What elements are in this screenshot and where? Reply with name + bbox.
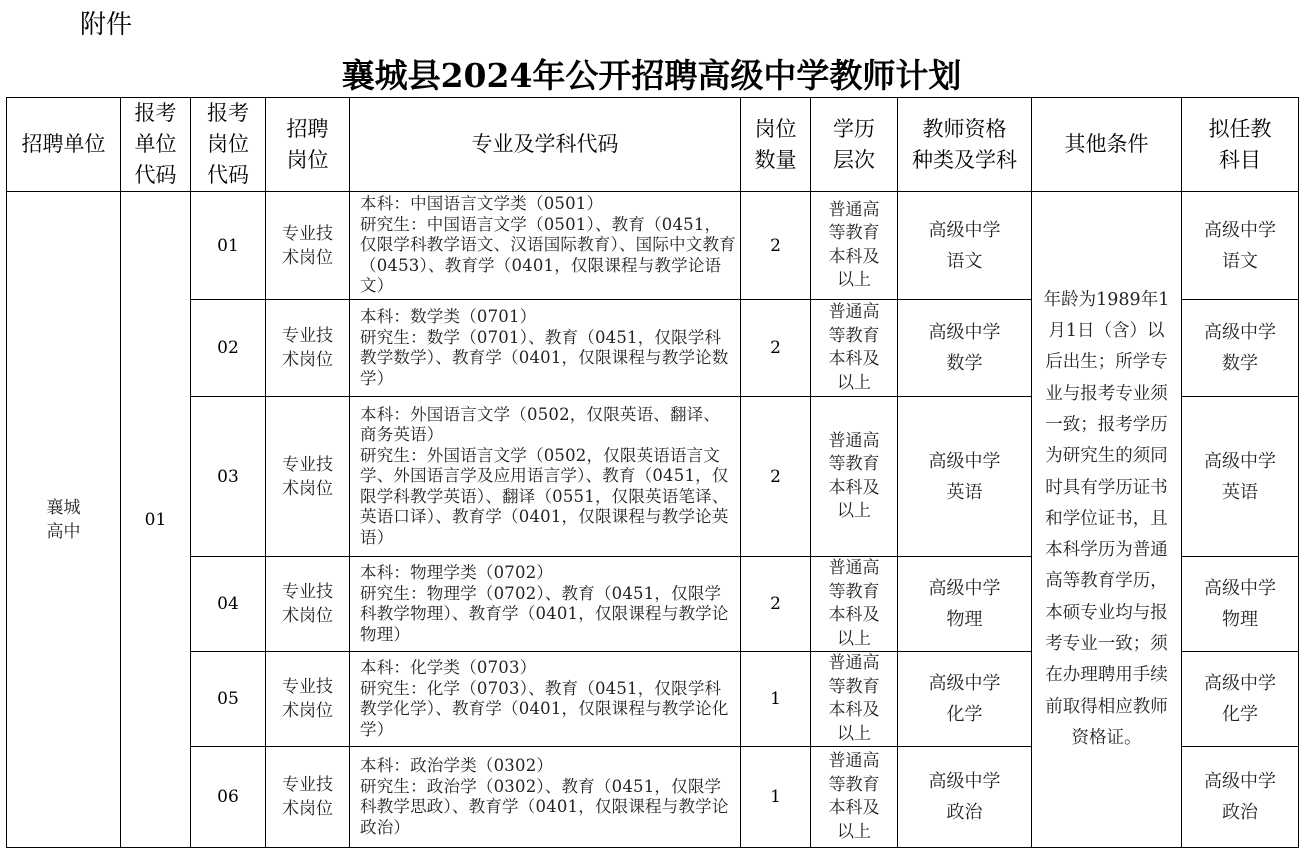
header-major: 专业及学科代码	[350, 98, 741, 192]
major-cell: 本科：外国语言文学（0502，仅限英语、翻译、商务英语） 研究生：外国语言文学（0502，仅限英语语言文学、外国语言学及应用语言学）、教育（0451，仅限学科教学英语）、翻译（0551，仅限英语笔译、英语口译）、教育学（0401，仅限课程与教学论英语）	[350, 397, 741, 557]
post-code-cell: 05	[191, 652, 266, 747]
post-code-cell: 02	[191, 300, 266, 397]
recruitment-plan-table	[6, 97, 1299, 848]
document-title: 襄城县2024年公开招聘高级中学教师计划	[341, 56, 962, 95]
header-unit-code: 报考 单位 代码	[121, 98, 191, 192]
table-row	[7, 192, 1299, 300]
education-cell: 普通高 等教育 本科及 以上	[811, 747, 898, 848]
count-cell: 2	[741, 300, 811, 397]
post-code-cell: 01	[191, 192, 266, 300]
education-cell: 普通高 等教育 本科及 以上	[811, 192, 898, 300]
header-qualification: 教师资格 种类及学科	[898, 98, 1032, 192]
post-code-cell: 06	[191, 747, 266, 848]
count-cell: 1	[741, 652, 811, 747]
subject-cell: 高级中学 语文	[1182, 192, 1299, 300]
subject-cell: 高级中学 物理	[1182, 557, 1299, 652]
post-cell: 专业技 术岗位	[266, 747, 350, 848]
count-cell: 1	[741, 747, 811, 848]
header-row	[7, 98, 1299, 192]
qualification-cell: 高级中学 英语	[898, 397, 1032, 557]
qualification-cell: 高级中学 政治	[898, 747, 1032, 848]
qualification-cell: 高级中学 化学	[898, 652, 1032, 747]
post-cell: 专业技 术岗位	[266, 557, 350, 652]
post-code-cell: 04	[191, 557, 266, 652]
major-cell: 本科：中国语言文学类（0501） 研究生：中国语言文学（0501）、教育（0451，仅限学科教学语文、汉语国际教育）、国际中文教育（0453）、教育学（0401，仅限课程与教学论语文）	[350, 192, 741, 300]
unit-cell: 襄城 高中	[7, 192, 121, 848]
education-cell: 普通高 等教育 本科及 以上	[811, 557, 898, 652]
post-cell: 专业技 术岗位	[266, 652, 350, 747]
subject-cell: 高级中学 英语	[1182, 397, 1299, 557]
header-education: 学历 层次	[811, 98, 898, 192]
post-cell: 专业技 术岗位	[266, 192, 350, 300]
header-count: 岗位 数量	[741, 98, 811, 192]
header-post-code: 报考 岗位 代码	[191, 98, 266, 192]
attachment-label: 附件	[80, 10, 133, 40]
education-cell: 普通高 等教育 本科及 以上	[811, 652, 898, 747]
major-cell: 本科：数学类（0701） 研究生：数学（0701）、教育（0451，仅限学科教学数学）、教育学（0401，仅限课程与教学论数学）	[350, 300, 741, 397]
header-post: 招聘 岗位	[266, 98, 350, 192]
header-unit: 招聘单位	[7, 98, 121, 192]
unit-code-cell: 01	[121, 192, 191, 848]
major-cell: 本科：政治学类（0302） 研究生：政治学（0302）、教育（0451，仅限学科教学思政）、教育学（0401，仅限课程与教学论政治）	[350, 747, 741, 848]
other-conditions-cell: 年龄为1989年1月1日（含）以后出生；所学专业与报考专业须一致；报考学历为研究生的须同时具有学历证书和学位证书，且本科学历为普通高等教育学历，本硕专业均与报考专业一致；须在办理聘用手续前取得相应教师资格证。	[1032, 192, 1182, 848]
count-cell: 2	[741, 557, 811, 652]
subject-cell: 高级中学 政治	[1182, 747, 1299, 848]
header-other: 其他条件	[1032, 98, 1182, 192]
education-cell: 普通高 等教育 本科及 以上	[811, 300, 898, 397]
qualification-cell: 高级中学 语文	[898, 192, 1032, 300]
post-code-cell: 03	[191, 397, 266, 557]
post-cell: 专业技 术岗位	[266, 300, 350, 397]
major-cell: 本科：化学类（0703） 研究生：化学（0703）、教育（0451，仅限学科教学化学）、教育学（0401，仅限课程与教学论化学）	[350, 652, 741, 747]
count-cell: 2	[741, 397, 811, 557]
subject-cell: 高级中学 化学	[1182, 652, 1299, 747]
header-subject: 拟任教 科目	[1182, 98, 1299, 192]
education-cell: 普通高 等教育 本科及 以上	[811, 397, 898, 557]
major-cell: 本科：物理学类（0702） 研究生：物理学（0702）、教育（0451，仅限学科教学物理）、教育学（0401，仅限课程与教学论物理）	[350, 557, 741, 652]
subject-cell: 高级中学 数学	[1182, 300, 1299, 397]
qualification-cell: 高级中学 数学	[898, 300, 1032, 397]
post-cell: 专业技 术岗位	[266, 397, 350, 557]
qualification-cell: 高级中学 物理	[898, 557, 1032, 652]
count-cell: 2	[741, 192, 811, 300]
